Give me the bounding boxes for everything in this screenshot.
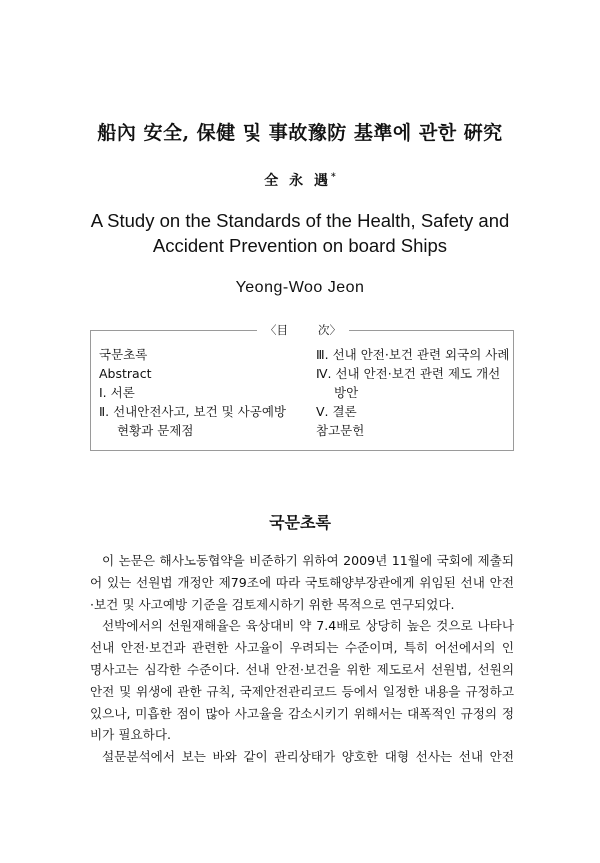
abstract-line: 명사고는 심각한 수준이다. 선내 안전·보건을 위한 제도로서 선원법, 선원의 [90,661,514,677]
author-footnote-mark: * [331,172,336,183]
toc-heading-left: 〈目 [261,323,292,337]
toc-item: Ⅲ. 선내 안전·보건 관련 외국의 사례 [316,347,510,362]
toc-right-column [316,345,512,440]
toc-item: 참고문헌 [316,423,365,438]
abstract-line: 있으나, 미흡한 점이 많아 사고율을 감소시키기 위해서는 대폭적인 규정의 정 [90,705,514,721]
toc-heading [91,322,515,338]
toc-item: 현황과 문제점 [117,423,194,438]
abstract-line: 비가 필요하다. [90,727,171,743]
abstract-line: 안전 및 위생에 관한 규칙, 국제안전관리코드 등에서 일정한 내용을 규정하고 [90,683,514,699]
abstract-line: 선내 안전·보건과 관련한 사고율이 우려되는 수준이며, 특히 어선에서의 인 [90,640,514,656]
english-author: Yeong-Woo Jeon [235,279,365,296]
toc-item: Ⅴ. 결론 [316,404,357,419]
korean-author-name: 全 永 遇 [264,173,332,189]
abstract-line: 어 있는 선원법 개정안 제79조에 따라 국토해양부장관에게 위임된 선내 안전 [90,574,514,590]
korean-title: 船內 安全, 保健 및 事故豫防 基準에 관한 硏究 [97,122,503,144]
abstract-line: 설문분석에서 보는 바와 같이 관리상태가 양호한 대형 선사는 선내 안전 [102,749,514,765]
toc-heading-right: 次〉 [314,323,345,337]
toc-left-column [99,345,309,440]
english-title-line-2: Accident Prevention on board Ships [152,235,448,256]
toc-item: Ⅳ. 선내 안전·보건 관련 제도 개선 [316,366,501,381]
abstract-heading: 국문초록 [269,513,331,532]
toc-item: 방안 [334,385,359,400]
korean-author [0,170,600,190]
english-title-line-1: A Study on the Standards of the Health, Safety and [90,210,510,231]
toc-item: Ⅰ. 서론 [99,385,135,400]
english-title [0,208,600,258]
toc-item: Abstract [99,366,152,381]
abstract-line: 선박에서의 선원재해율은 육상대비 약 7.4배로 상당히 높은 것으로 나타나 [102,618,514,634]
abstract-line: 이 논문은 해사노동협약을 비준하기 위하여 2009년 11월에 국회에 제출되 [102,553,514,568]
abstract-body [90,550,514,768]
toc-item: Ⅱ. 선내안전사고, 보건 및 사공예방 [99,404,286,419]
toc-item: 국문초록 [99,347,148,362]
abstract-line: ·보건 및 사고예방 기준을 검토제시하기 위한 목적으로 연구되었다. [90,596,455,612]
table-of-contents [90,323,514,451]
